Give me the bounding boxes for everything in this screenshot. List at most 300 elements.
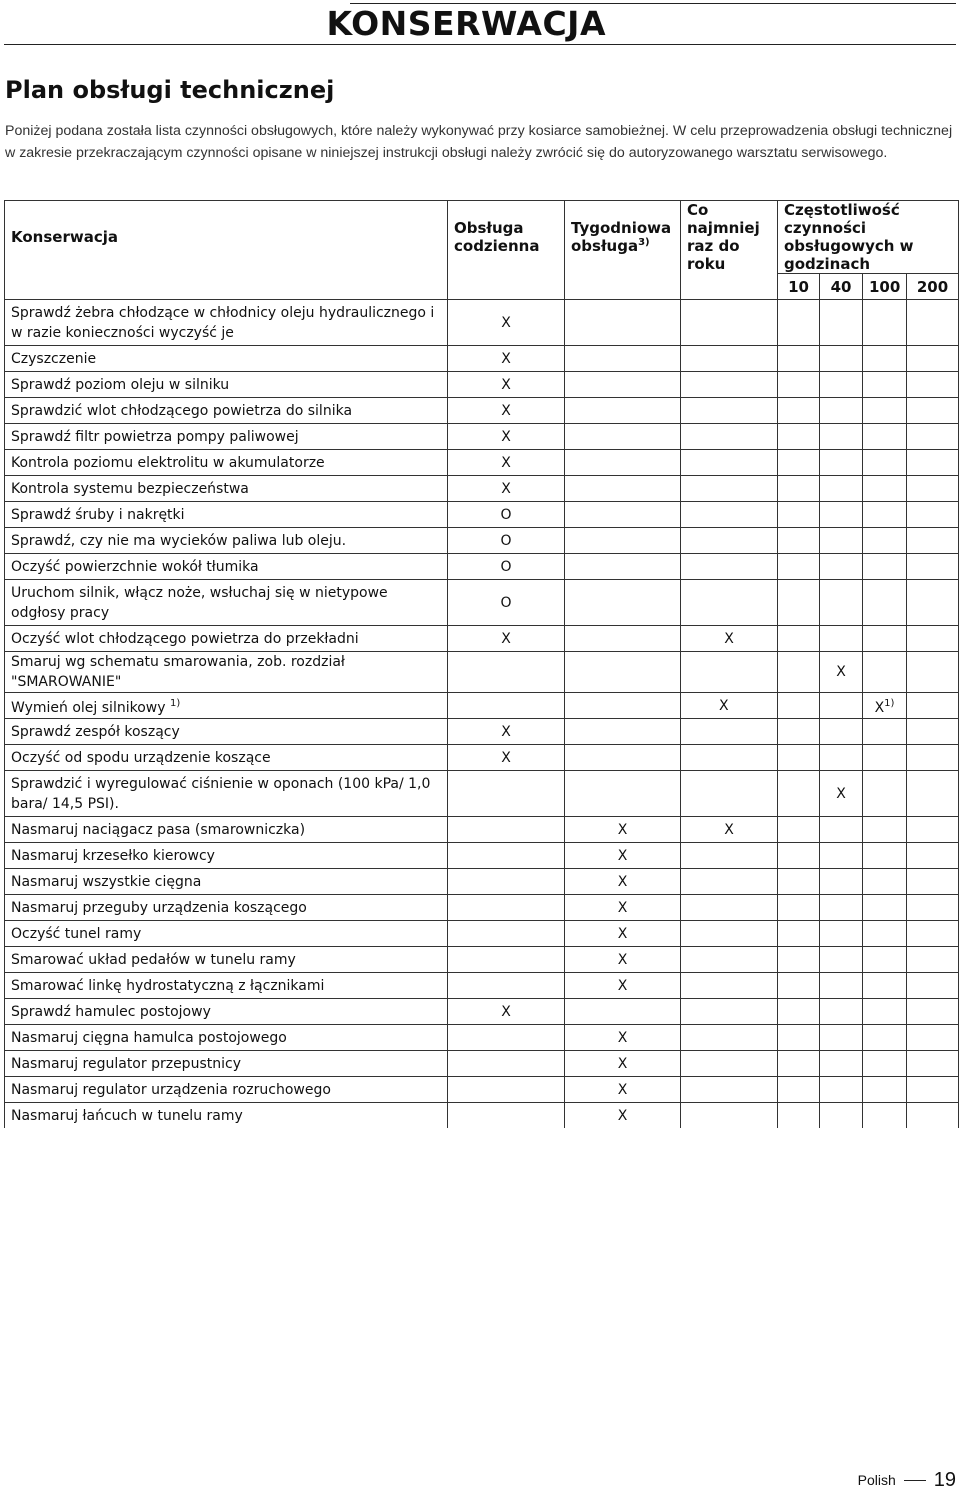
- row-cell-yearly: [681, 502, 778, 528]
- row-cell-h40: [820, 817, 863, 843]
- row-task: [5, 580, 448, 626]
- row-cell-h100: [863, 1025, 907, 1051]
- row-cell-yearly: [681, 869, 778, 895]
- row-task: [5, 300, 448, 346]
- row-cell-h40: [820, 580, 863, 626]
- row-cell-h40: [820, 450, 863, 476]
- row-cell-h40: [820, 947, 863, 973]
- row-cell-yearly: [681, 450, 778, 476]
- header-weekly-footnote: 3): [638, 237, 650, 249]
- row-cell-h10: [778, 843, 820, 869]
- row-cell-h200: [907, 817, 959, 843]
- table-row: [5, 817, 959, 843]
- row-cell-h200: [907, 580, 959, 626]
- row-cell-h10: [778, 398, 820, 424]
- row-cell-daily: [448, 895, 565, 921]
- row-cell-weekly: [565, 346, 681, 372]
- row-cell-yearly: [681, 476, 778, 502]
- row-cell-h200: [907, 398, 959, 424]
- row-cell-h100: [863, 346, 907, 372]
- row-cell-h100: [863, 424, 907, 450]
- row-cell-weekly: [565, 719, 681, 745]
- row-cell-h40: [820, 1103, 863, 1129]
- row-cell-h10: [778, 869, 820, 895]
- row-cell-yearly: [681, 973, 778, 999]
- row-cell-weekly: [565, 652, 681, 693]
- row-task: [5, 626, 448, 652]
- row-cell-daily: [448, 973, 565, 999]
- row-cell-h10: [778, 1077, 820, 1103]
- row-cell-h200: [907, 947, 959, 973]
- row-cell-daily: X: [448, 719, 565, 745]
- row-task-text: Oczyść od spodu urządzenie koszące: [11, 749, 271, 766]
- row-cell-h40: [820, 502, 863, 528]
- page-number: 19: [933, 1468, 956, 1491]
- table-row: [5, 745, 959, 771]
- table-row: [5, 424, 959, 450]
- row-cell-h10: [778, 528, 820, 554]
- row-cell-weekly: [565, 398, 681, 424]
- row-cell-h40: [820, 1025, 863, 1051]
- row-cell-yearly: [681, 895, 778, 921]
- row-task: [5, 476, 448, 502]
- row-cell-yearly: [681, 398, 778, 424]
- hours-col-200: 200: [907, 274, 959, 300]
- row-task-footnote: 1): [169, 697, 181, 709]
- row-cell-weekly: X: [565, 895, 681, 921]
- row-cell-h10: [778, 626, 820, 652]
- row-task: [5, 1103, 448, 1129]
- page-footer: [858, 1466, 956, 1494]
- row-cell-yearly: [681, 771, 778, 817]
- chapter-title: KONSERWACJA: [326, 4, 606, 43]
- row-cell-h100: [863, 895, 907, 921]
- table-row: [5, 554, 959, 580]
- row-task-text: Uruchom silnik, włącz noże, wsłuchaj się w nietypowe odgłosy pracy: [11, 584, 388, 621]
- row-cell-yearly: [681, 1103, 778, 1129]
- row-task-text: Smarować układ pedałów w tunelu ramy: [11, 951, 296, 968]
- table-row: [5, 580, 959, 626]
- row-task: [5, 528, 448, 554]
- row-cell-weekly: X: [565, 1077, 681, 1103]
- row-cell-daily: X: [448, 300, 565, 346]
- row-cell-daily: X: [448, 476, 565, 502]
- table-row: [5, 626, 959, 652]
- row-task: [5, 693, 448, 719]
- row-cell-h10: [778, 346, 820, 372]
- table-row: [5, 398, 959, 424]
- row-cell-h100: [863, 869, 907, 895]
- table-body: [5, 300, 959, 1129]
- row-cell-h40: [820, 843, 863, 869]
- row-cell-yearly: [681, 424, 778, 450]
- table-row: [5, 843, 959, 869]
- row-cell-h10: [778, 424, 820, 450]
- row-cell-daily: X: [448, 372, 565, 398]
- row-task-text: Oczyść wlot chłodzącego powietrza do przekładni: [11, 630, 359, 647]
- header-yearly: Co najmniej raz do roku: [681, 201, 778, 274]
- row-cell-h100: [863, 921, 907, 947]
- header-rule: [4, 44, 956, 45]
- row-task-text: Nasmaruj łańcuch w tunelu ramy: [11, 1107, 243, 1124]
- row-task-text: Nasmaruj naciągacz pasa (smarowniczka): [11, 821, 306, 838]
- row-cell-h200: [907, 843, 959, 869]
- table-row: [5, 372, 959, 398]
- row-task-text: Kontrola poziomu elektrolitu w akumulatorze: [11, 454, 325, 471]
- table-row: [5, 771, 959, 817]
- row-cell-extra-right-footnote: 1): [884, 697, 895, 709]
- row-task: [5, 999, 448, 1025]
- table-row: [5, 346, 959, 372]
- row-cell-weekly: [565, 771, 681, 817]
- row-task: [5, 843, 448, 869]
- row-cell-h200: [907, 745, 959, 771]
- row-cell-h10: [778, 476, 820, 502]
- row-cell-h200: [907, 346, 959, 372]
- row-cell-h10: [778, 999, 820, 1025]
- row-cell-yearly: [681, 554, 778, 580]
- row-cell-h200: [907, 476, 959, 502]
- row-cell-h200: [907, 652, 959, 693]
- row-cell-h10: [778, 1025, 820, 1051]
- table-row: [5, 869, 959, 895]
- row-cell-yearly: [681, 693, 778, 719]
- row-task: [5, 346, 448, 372]
- row-cell-daily: X: [448, 398, 565, 424]
- row-cell-weekly: X: [565, 869, 681, 895]
- table-row: [5, 973, 959, 999]
- row-cell-h40: [820, 398, 863, 424]
- row-cell-h10: [778, 450, 820, 476]
- table-row: [5, 476, 959, 502]
- row-cell-h100: [863, 554, 907, 580]
- hours-col-100: 100: [863, 274, 907, 300]
- row-cell-h100: [863, 999, 907, 1025]
- row-cell-h40: [820, 476, 863, 502]
- table-row: [5, 947, 959, 973]
- row-cell-h200: [907, 973, 959, 999]
- row-cell-h100: [863, 817, 907, 843]
- row-cell-weekly: X: [565, 1051, 681, 1077]
- row-cell-h40: [820, 1051, 863, 1077]
- row-cell-weekly: [565, 745, 681, 771]
- row-task: [5, 719, 448, 745]
- row-cell-weekly: X: [565, 817, 681, 843]
- row-cell-yearly: [681, 1051, 778, 1077]
- row-cell-yearly: [681, 580, 778, 626]
- header-weekly: [565, 201, 681, 274]
- row-cell-h100: [863, 476, 907, 502]
- row-cell-h40: [820, 693, 863, 719]
- row-task-text: Sprawdź śruby i nakrętki: [11, 506, 185, 523]
- row-task-text: Nasmaruj przeguby urządzenia koszącego: [11, 899, 307, 916]
- row-cell-h10: [778, 1051, 820, 1077]
- row-cell-h200: [907, 528, 959, 554]
- row-cell-h100: [863, 300, 907, 346]
- row-cell-h100: [863, 450, 907, 476]
- row-task-text: Sprawdź, czy nie ma wycieków paliwa lub oleju.: [11, 532, 347, 549]
- row-cell-daily: [448, 652, 565, 693]
- row-task: [5, 973, 448, 999]
- row-cell-weekly: [565, 424, 681, 450]
- row-cell-h100: [863, 626, 907, 652]
- row-cell-h10: [778, 580, 820, 626]
- row-task-text: Oczyść tunel ramy: [11, 925, 142, 942]
- row-cell-h100: [863, 693, 907, 719]
- row-cell-h10: [778, 652, 820, 693]
- row-cell-h100: [863, 719, 907, 745]
- hours-spacer: [681, 274, 778, 300]
- row-cell-h40: [820, 372, 863, 398]
- row-cell-h100: [863, 652, 907, 693]
- hours-spacer: [565, 274, 681, 300]
- row-cell-h200: [907, 1077, 959, 1103]
- row-task-text: Oczyść powierzchnie wokół tłumika: [11, 558, 259, 575]
- row-cell-yearly: [681, 843, 778, 869]
- row-cell-daily: X: [448, 745, 565, 771]
- row-cell-h100: [863, 771, 907, 817]
- row-cell-h10: [778, 817, 820, 843]
- row-cell-h10: [778, 895, 820, 921]
- row-cell-h200: [907, 424, 959, 450]
- row-cell-h40: [820, 973, 863, 999]
- header-daily: Obsługa codzienna: [448, 201, 565, 274]
- row-cell-h40: X: [820, 652, 863, 693]
- row-cell-h200: [907, 372, 959, 398]
- row-cell-weekly: X: [565, 921, 681, 947]
- row-cell-daily: [448, 693, 565, 719]
- row-cell-daily: [448, 1051, 565, 1077]
- row-cell-h200: [907, 554, 959, 580]
- row-cell-daily: [448, 843, 565, 869]
- row-task: [5, 745, 448, 771]
- row-task-text: Kontrola systemu bezpieczeństwa: [11, 480, 249, 497]
- row-cell-daily: [448, 817, 565, 843]
- row-cell-daily: [448, 1103, 565, 1129]
- row-cell-h40: [820, 745, 863, 771]
- table-row: [5, 999, 959, 1025]
- row-cell-h200: [907, 1025, 959, 1051]
- table-row: [5, 300, 959, 346]
- row-task: [5, 947, 448, 973]
- row-task-text: Smarować linkę hydrostatyczną z łącznikami: [11, 977, 325, 994]
- row-cell-yearly: [681, 1077, 778, 1103]
- row-cell-daily: X: [448, 424, 565, 450]
- row-cell-h10: [778, 921, 820, 947]
- row-cell-h200: [907, 771, 959, 817]
- row-cell-h100: [863, 843, 907, 869]
- row-task: [5, 1025, 448, 1051]
- row-cell-weekly: [565, 554, 681, 580]
- row-cell-h200: [907, 1051, 959, 1077]
- row-cell-weekly: [565, 476, 681, 502]
- table-row: [5, 1103, 959, 1129]
- row-task: [5, 554, 448, 580]
- row-cell-daily: O: [448, 528, 565, 554]
- row-cell-h40: [820, 346, 863, 372]
- row-cell-yearly: [681, 346, 778, 372]
- table-row: [5, 652, 959, 693]
- row-cell-yearly: [681, 921, 778, 947]
- row-cell-weekly: X: [565, 843, 681, 869]
- hours-spacer: [5, 274, 448, 300]
- row-cell-h200: [907, 502, 959, 528]
- row-cell-extra-right: X: [874, 699, 885, 716]
- row-cell-h100: [863, 372, 907, 398]
- hours-col-40: 40: [820, 274, 863, 300]
- row-task-text: Sprawdź zespół koszący: [11, 723, 180, 740]
- row-cell-h40: [820, 869, 863, 895]
- row-cell-yearly: [681, 652, 778, 693]
- row-cell-yearly: [681, 999, 778, 1025]
- row-task: [5, 895, 448, 921]
- row-cell-weekly: [565, 693, 681, 719]
- row-cell-h40: [820, 999, 863, 1025]
- row-task: [5, 771, 448, 817]
- row-cell-h200: [907, 921, 959, 947]
- row-cell-h40: [820, 921, 863, 947]
- row-cell-daily: O: [448, 580, 565, 626]
- row-task: [5, 817, 448, 843]
- row-task-text: Nasmaruj regulator przepustnicy: [11, 1055, 241, 1072]
- footer-separator: [904, 1480, 926, 1481]
- row-task-text: Nasmaruj wszystkie cięgna: [11, 873, 202, 890]
- table-row: [5, 693, 959, 719]
- row-cell-daily: X: [448, 999, 565, 1025]
- row-task-text: Czyszczenie: [11, 350, 97, 367]
- row-cell-h200: [907, 719, 959, 745]
- row-cell-h10: [778, 554, 820, 580]
- row-task-text: Wymień olej silnikowy: [11, 699, 166, 716]
- row-cell-daily: X: [448, 626, 565, 652]
- row-cell-weekly: [565, 502, 681, 528]
- row-task: [5, 1077, 448, 1103]
- table-row: [5, 1077, 959, 1103]
- table-row: [5, 502, 959, 528]
- table-row: [5, 1025, 959, 1051]
- row-cell-yearly: [681, 528, 778, 554]
- intro-paragraph: Poniżej podana została lista czynności obsługowych, które należy wykonywać przy kosiarce samobieżnej. W celu przeprowadzenia obsługi technicznej w zakresie przekraczającym czynności opisane w niniejszej instrukcji obsługi należy zwrócić się do autoryzowanego warsztatu serwisowego.: [5, 123, 953, 161]
- row-cell-h40: [820, 528, 863, 554]
- row-cell-daily: [448, 921, 565, 947]
- table-row: [5, 528, 959, 554]
- row-cell-h100: [863, 528, 907, 554]
- row-cell-h40: X: [820, 771, 863, 817]
- row-cell-h10: [778, 693, 820, 719]
- row-cell-h200: [907, 450, 959, 476]
- row-cell-h10: [778, 745, 820, 771]
- row-cell-h100: [863, 1103, 907, 1129]
- row-cell-h100: [863, 947, 907, 973]
- row-cell-weekly: [565, 580, 681, 626]
- row-cell-weekly: X: [565, 1025, 681, 1051]
- row-cell-h200: [907, 999, 959, 1025]
- row-cell-h200: [907, 626, 959, 652]
- row-task-text: Nasmaruj regulator urządzenia rozruchowego: [11, 1081, 331, 1098]
- header-weekly-label: Tygodniowa obsługa: [571, 219, 672, 256]
- row-cell-h10: [778, 1103, 820, 1129]
- row-cell-daily: X: [448, 450, 565, 476]
- row-cell-yearly: [681, 745, 778, 771]
- row-cell-daily: [448, 771, 565, 817]
- row-cell-weekly: [565, 372, 681, 398]
- row-task: [5, 424, 448, 450]
- row-cell-daily: [448, 869, 565, 895]
- row-cell-h10: [778, 947, 820, 973]
- row-cell-h40: [820, 626, 863, 652]
- row-cell-h200: [907, 895, 959, 921]
- hours-col-10: 10: [778, 274, 820, 300]
- row-task: [5, 372, 448, 398]
- table-row: [5, 719, 959, 745]
- row-cell-h40: [820, 1077, 863, 1103]
- row-task-text: Sprawdzić wlot chłodzącego powietrza do silnika: [11, 402, 353, 419]
- row-cell-yearly: [681, 947, 778, 973]
- row-cell-yearly: [681, 719, 778, 745]
- row-cell-h100: [863, 502, 907, 528]
- row-cell-weekly: [565, 999, 681, 1025]
- section-title: Plan obsługi technicznej: [5, 76, 335, 104]
- row-cell-h40: [820, 554, 863, 580]
- row-cell-h10: [778, 372, 820, 398]
- row-cell-weekly: X: [565, 1103, 681, 1129]
- row-cell-h40: [820, 424, 863, 450]
- row-task-text: Sprawdź filtr powietrza pompy paliwowej: [11, 428, 299, 445]
- row-cell-h10: [778, 771, 820, 817]
- row-cell-h100: [863, 1051, 907, 1077]
- row-cell-extra-left: X: [719, 697, 729, 714]
- row-cell-h200: [907, 1103, 959, 1129]
- table-row: [5, 921, 959, 947]
- row-cell-h100: [863, 580, 907, 626]
- row-cell-yearly: X: [681, 817, 778, 843]
- row-cell-h10: [778, 300, 820, 346]
- row-cell-h10: [778, 719, 820, 745]
- maintenance-schedule-table: [4, 200, 959, 1128]
- row-cell-weekly: [565, 300, 681, 346]
- row-task: [5, 921, 448, 947]
- header-hours: Częstotliwość czynności obsługowych w godzinach: [778, 201, 959, 274]
- row-cell-h40: [820, 719, 863, 745]
- row-cell-h200: [907, 869, 959, 895]
- row-task: [5, 502, 448, 528]
- row-cell-h200: [907, 693, 959, 719]
- row-cell-h10: [778, 502, 820, 528]
- row-task-text: Sprawdzić i wyregulować ciśnienie w oponach (100 kPa/ 1,0 bara/ 14,5 PSI).: [11, 775, 431, 812]
- row-cell-weekly: [565, 626, 681, 652]
- row-task-text: Nasmaruj cięgna hamulca postojowego: [11, 1029, 287, 1046]
- footer-language: Polish: [857, 1472, 896, 1488]
- row-cell-weekly: X: [565, 973, 681, 999]
- row-task-text: Sprawdź żebra chłodzące w chłodnicy oleju hydraulicznego i w razie konieczności wyczyść je: [11, 304, 435, 341]
- row-task-text: Smaruj wg schematu smarowania, zob. rozdział "SMAROWANIE": [11, 654, 345, 690]
- row-task: [5, 652, 448, 693]
- row-task: [5, 1051, 448, 1077]
- table-row: [5, 450, 959, 476]
- row-task-text: Nasmaruj krzesełko kierowcy: [11, 847, 215, 864]
- row-task: [5, 869, 448, 895]
- row-cell-h100: [863, 973, 907, 999]
- row-task: [5, 450, 448, 476]
- row-cell-weekly: [565, 528, 681, 554]
- row-cell-h40: [820, 300, 863, 346]
- hours-spacer: [448, 274, 565, 300]
- row-cell-yearly: [681, 300, 778, 346]
- row-cell-h100: [863, 745, 907, 771]
- row-cell-daily: X: [448, 346, 565, 372]
- header-task: Konserwacja: [5, 201, 448, 274]
- row-task-text: Sprawdź hamulec postojowy: [11, 1003, 211, 1020]
